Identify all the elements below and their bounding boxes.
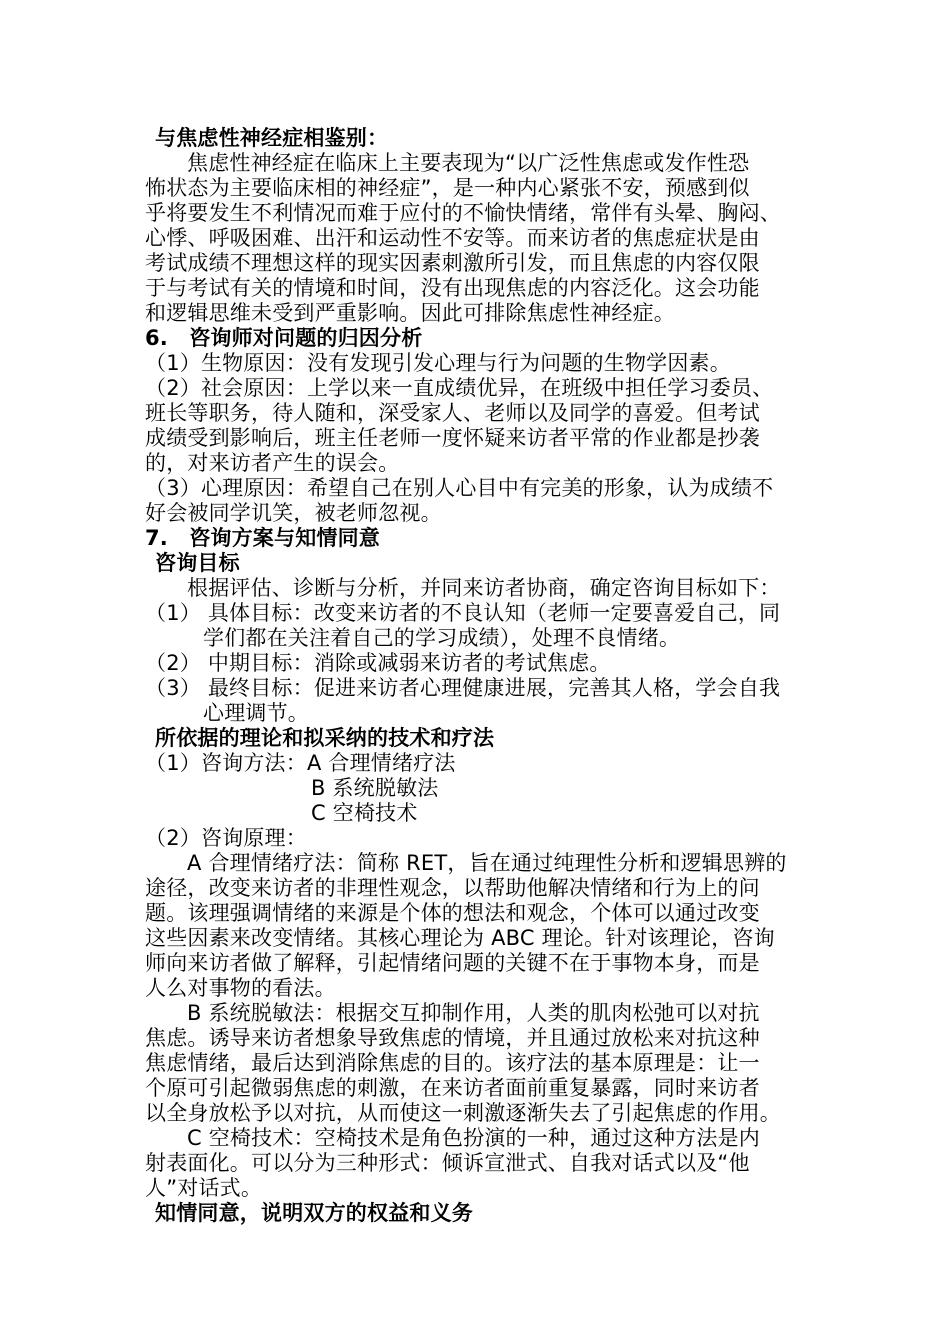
paragraph-line: 焦虑情绪，最后达到消除焦虑的目的。该疗法的基本原理是：让一 xyxy=(145,1051,760,1075)
paragraph-line: 学们都在关注着自己的学习成绩），处理不良情绪。 xyxy=(203,626,681,650)
paragraph-line: 个原可引起微弱焦虑的刺激，在来访者面前重复暴露，同时来访者 xyxy=(145,1076,760,1100)
goal-item-final: （3） 最终目标：促进来访者心理健康进展，完善其人格，学会自我 xyxy=(145,676,781,700)
paragraph-line: 题。该理强调情绪的来源是个体的想法和观念，个体可以通过改变 xyxy=(145,901,760,925)
paragraph-line: 师向来访者做了解释，引起情绪问题的关键不在于事物本身，而是 xyxy=(145,951,760,975)
paragraph-line: 以全身放松予以对抗，从而使这一刺激逐渐失去了引起焦虑的作用。 xyxy=(145,1101,781,1125)
paragraph-line: 人么对事物的看法。 xyxy=(145,976,336,1000)
section-heading-7: 7. 咨询方案与知情同意 xyxy=(145,526,380,550)
paragraph-line: 心理调节。 xyxy=(203,701,309,725)
paragraph-line: 的，对来访者产生的误会。 xyxy=(145,451,400,475)
cause-item-psychological: （3）心理原因：希望自己在别人心目中有完美的形象，认为成绩不 xyxy=(145,476,774,500)
paragraph-line: 成绩受到影响后，班主任老师一度怀疑来访者平常的作业都是抄袭 xyxy=(145,426,760,450)
paragraph-line: 心悸、呼吸困难、出汗和运动性不安等。而来访者的焦虑症状是由 xyxy=(145,226,760,250)
paragraph-line: 焦虑。诱导来访者想象导致焦虑的情境，并且通过放松来对抗这种 xyxy=(145,1026,760,1050)
heading-anxiety-differentiation: 与焦虑性神经症相鉴别： xyxy=(155,126,389,150)
paragraph-line: 和逻辑思维未受到严重影响。因此可排除焦虑性神经症。 xyxy=(145,301,675,325)
goal-item-medium: （2） 中期目标：消除或减弱来访者的考试焦虑。 xyxy=(145,651,611,675)
paragraph-line: 好会被同学讥笑，被老师忽视。 xyxy=(145,501,442,525)
paragraph-line: 怖状态为主要临床相的神经症”，是一种内心紧张不安，预感到似 xyxy=(145,176,750,200)
paragraph-line: 于与考试有关的情境和时间，没有出现焦虑的内容泛化。这会功能 xyxy=(145,276,760,300)
paragraph-line: 考试成绩不理想这样的现实因素刺激所引发，而且焦虑的内容仅限 xyxy=(145,251,760,275)
method-item-empty-chair: C 空椅技术 xyxy=(311,801,418,825)
principles-label: （2）咨询原理： xyxy=(145,826,307,850)
method-item-desensitization: B 系统脱敏法 xyxy=(311,776,439,800)
subheading-techniques: 所依据的理论和拟采纳的技术和疗法 xyxy=(155,726,495,750)
subheading-goals: 咨询目标 xyxy=(155,551,240,575)
goal-item-specific: （1） 具体目标：改变来访者的不良认知（老师一定要喜爱自己，同 xyxy=(145,601,781,625)
paragraph-line: 射表面化。可以分为三种形式：倾诉宣泄式、自我对话式以及“他 xyxy=(145,1151,750,1175)
section-heading-6: 6. 咨询师对问题的归因分析 xyxy=(145,326,423,350)
paragraph-line: C 空椅技术：空椅技术是角色扮演的一种，通过这种方法是内 xyxy=(187,1126,760,1150)
paragraph-line: 班长等职务，待人随和，深受家人、老师以及同学的喜爱。但考试 xyxy=(145,401,760,425)
paragraph-line: 乎将要发生不利情况而难于应付的不愉快情绪，常伴有头晕、胸闷、 xyxy=(145,201,781,225)
paragraph-line: 焦虑性神经症在临床上主要表现为“以广泛性焦虑或发作性恐 xyxy=(187,151,750,175)
paragraph-line: A 合理情绪疗法：简称 RET，旨在通过纯理性分析和逻辑思辨的 xyxy=(187,851,787,875)
cause-item-biological: （1）生物原因：没有发现引发心理与行为问题的生物学因素。 xyxy=(145,351,731,375)
paragraph-line: 途径，改变来访者的非理性观念，以帮助他解决情绪和行为上的问 xyxy=(145,876,760,900)
cause-item-social: （2）社会原因：上学以来一直成绩优异，在班级中担任学习委员、 xyxy=(145,376,774,400)
method-item-ret: （1）咨询方法：A 合理情绪疗法 xyxy=(145,751,456,775)
subheading-informed-consent: 知情同意，说明双方的权益和义务 xyxy=(155,1201,473,1225)
paragraph-line: 人”对话式。 xyxy=(145,1176,263,1200)
paragraph-line: 这些因素来改变情绪。其核心理论为 ABC 理论。针对该理论，咨询 xyxy=(145,926,775,950)
paragraph-line: B 系统脱敏法：根据交互抑制作用，人类的肌肉松弛可以对抗 xyxy=(187,1001,760,1025)
paragraph-line: 根据评估、诊断与分析，并同来访者协商，确定咨询目标如下： xyxy=(187,576,781,600)
